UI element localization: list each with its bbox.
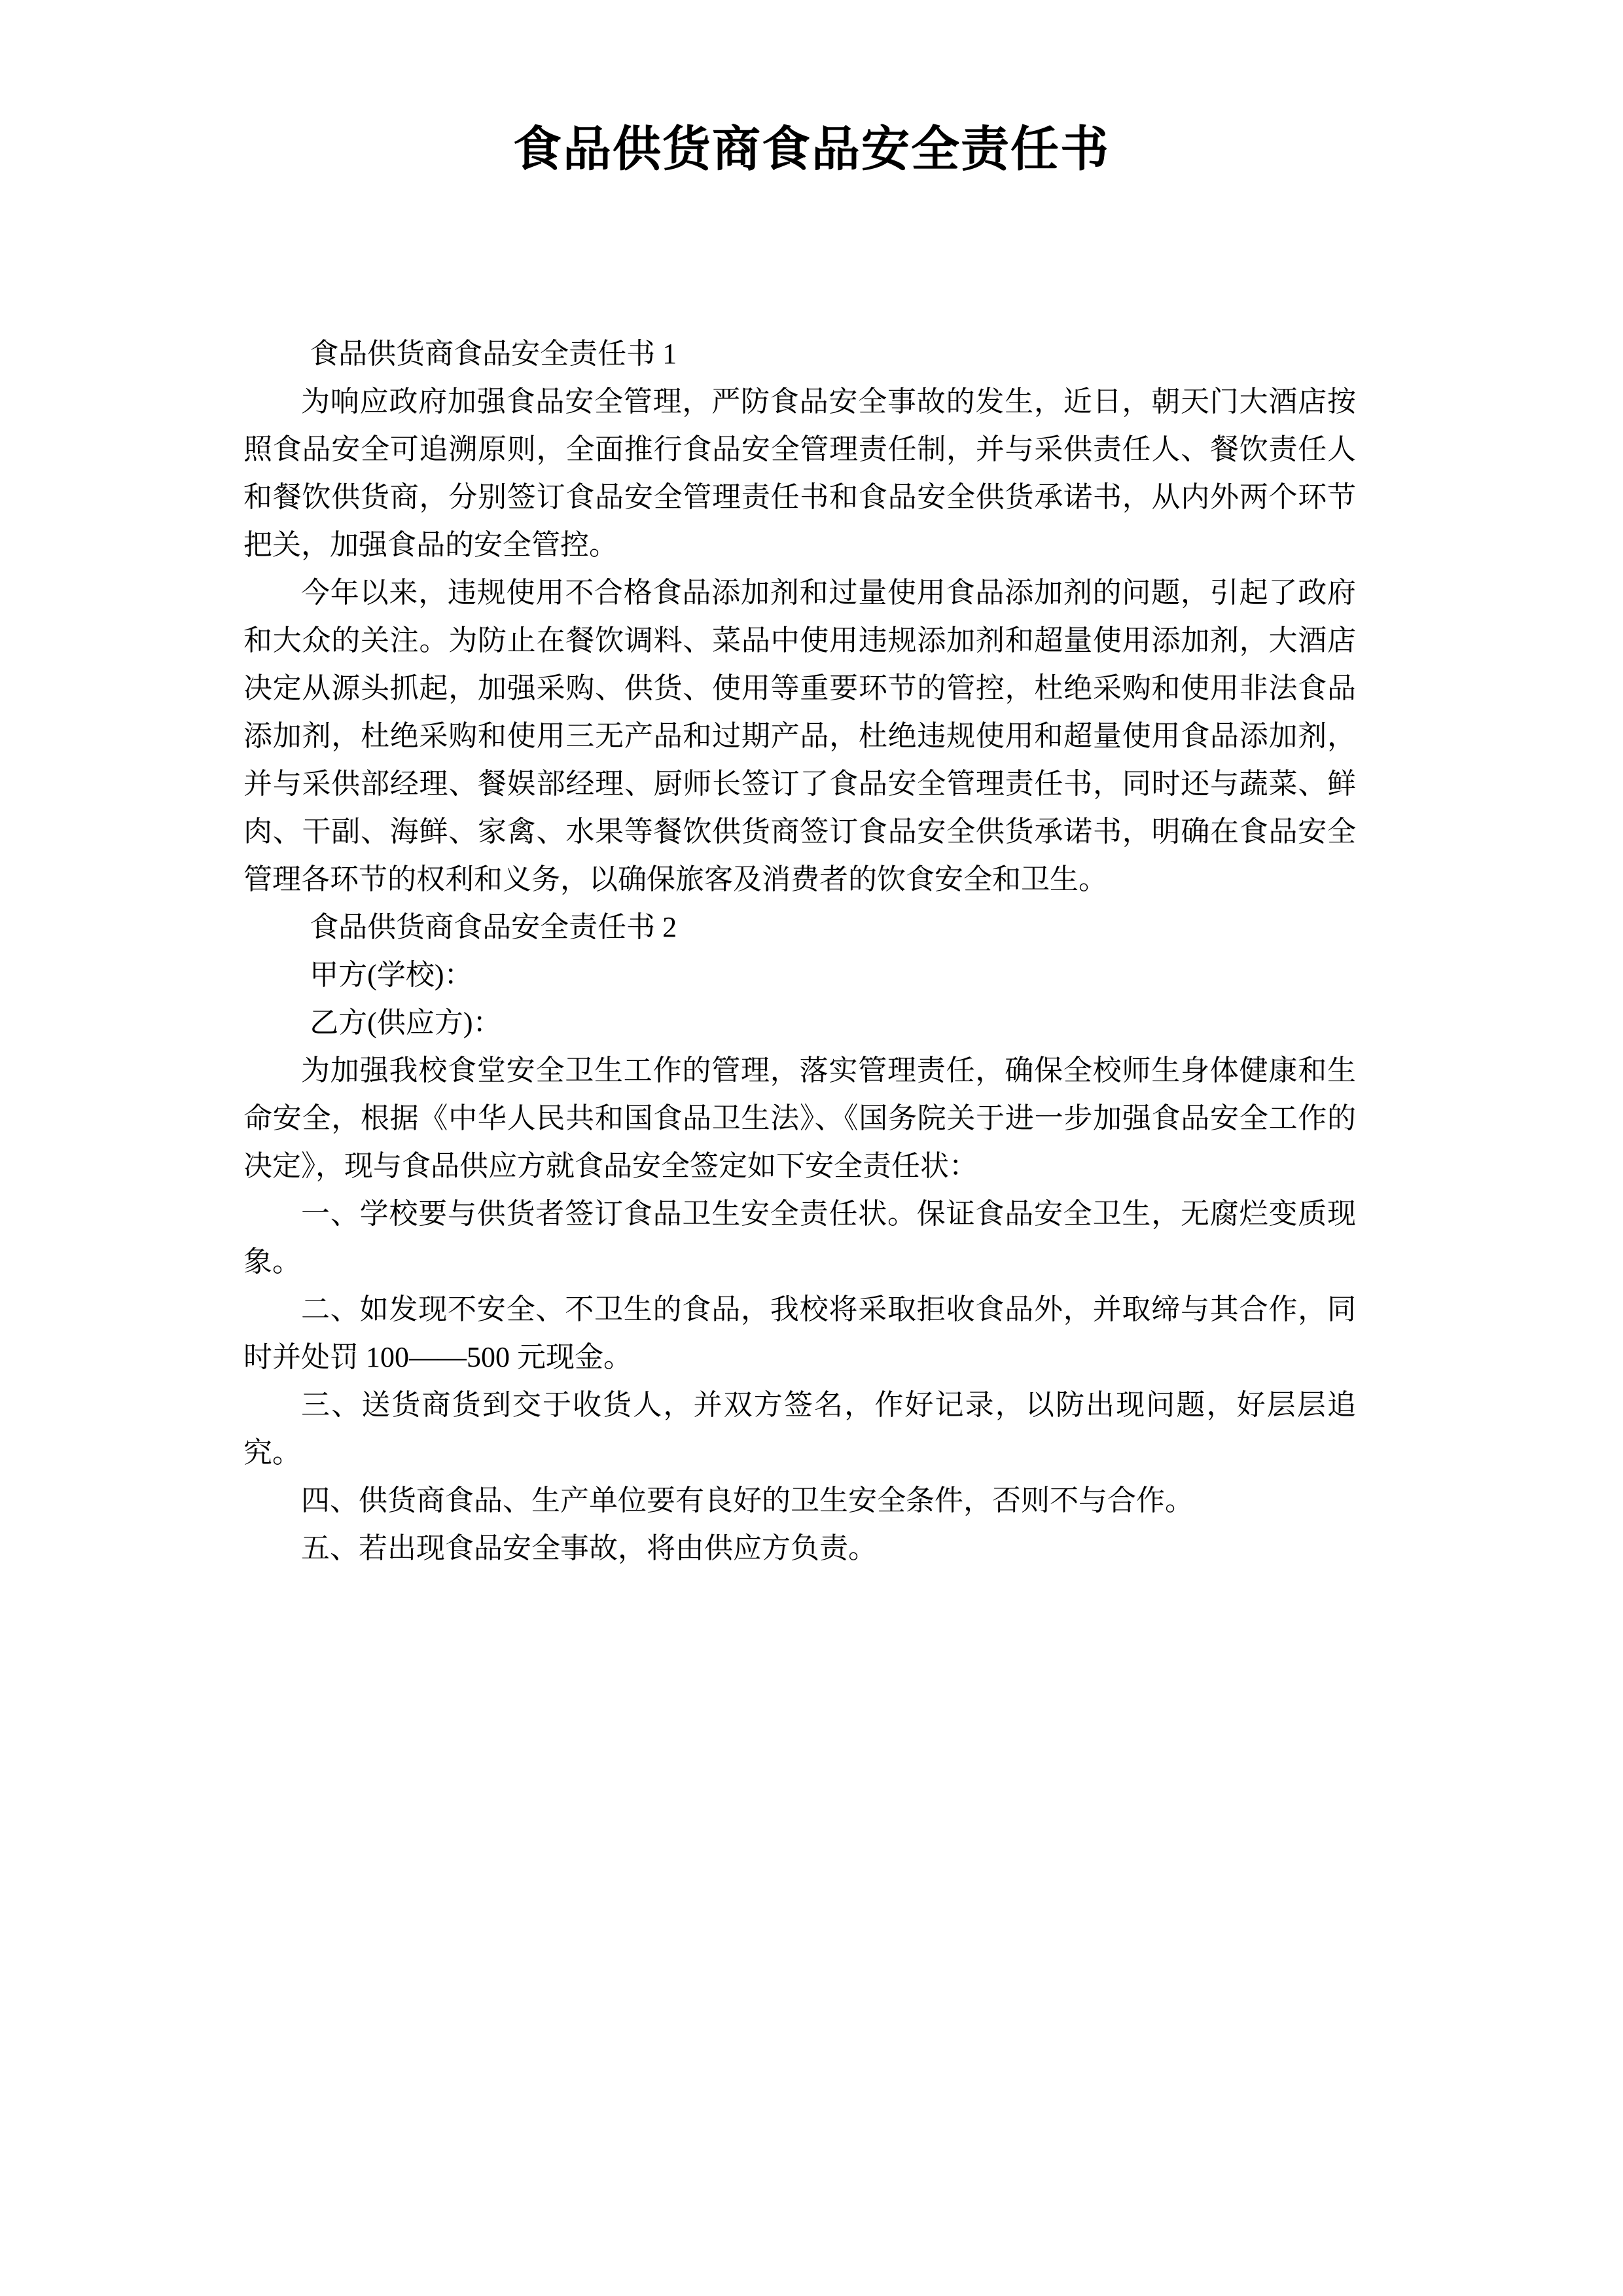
clause-item-2: 二、如发现不安全、不卫生的食品，我校将采取拒收食品外，并取缔与其合作，同时并处罚 100——500 元现金。: [243, 1293, 1356, 1373]
clause-item-5: 五、若出现食品安全事故，将由供应方负责。: [301, 1532, 877, 1564]
clause-item-4: 四、供货商食品、生产单位要有良好的卫生安全条件，否则不与合作。: [301, 1484, 1194, 1516]
clause-item-1: 一、学校要与供货者签订食品卫生安全责任状。保证食品安全卫生，无腐烂变质现象。: [243, 1198, 1356, 1278]
section-1-heading: 食品供货商食品安全责任书 1: [310, 338, 677, 370]
party-b-line: 乙方(供应方)：: [310, 1007, 502, 1039]
party-a-line: 甲方(学校)：: [310, 959, 473, 991]
section-1-paragraph-2: 今年以来，违规使用不合格食品添加剂和过量使用食品添加剂的问题，引起了政府和大众的关注。为防止在餐饮调料、菜品中使用违规添加剂和超量使用添加剂，大酒店决定从源头抓起，加强采购、供货、使用等重要环节的管控，杜绝采购和使用非法食品添加剂，杜绝采购和使用三无产品和过期产品，杜绝违规使用和超量使用食品添加剂，并与采供部经理、餐娱部经理、厨师长签订了食品安全管理责任书，同时还与蔬菜、鲜肉、干副、海鲜、家禽、水果等餐饮供货商签订食品安全供货承诺书，明确在食品安全管理各环节的权利和义务，以确保旅客及消费者的饮食安全和卫生。: [243, 577, 1356, 895]
section-1-paragraph-1: 为响应政府加强食品安全管理，严防食品安全事故的发生，近日，朝天门大酒店按照食品安全可追溯原则，全面推行食品安全管理责任制，并与采供责任人、餐饮责任人和餐饮供货商，分别签订食品安全管理责任书和食品安全供货承诺书，从内外两个环节把关，加强食品的安全管控。: [243, 386, 1356, 561]
section-2-heading: 食品供货商食品安全责任书 2: [310, 911, 677, 943]
page-title: 食品供货商食品安全责任书: [513, 121, 1110, 176]
clause-item-3: 三、送货商货到交于收货人，并双方签名，作好记录，以防出现问题，好层层追究。: [243, 1389, 1356, 1469]
document-body: [243, 330, 1356, 1572]
section-2-preamble: 为加强我校食堂安全卫生工作的管理，落实管理责任，确保全校师生身体健康和生命安全，根据《中华人民共和国食品卫生法》、《国务院关于进一步加强食品安全工作的决定》，现与食品供应方就食品安全签定如下安全责任状：: [243, 1054, 1356, 1182]
